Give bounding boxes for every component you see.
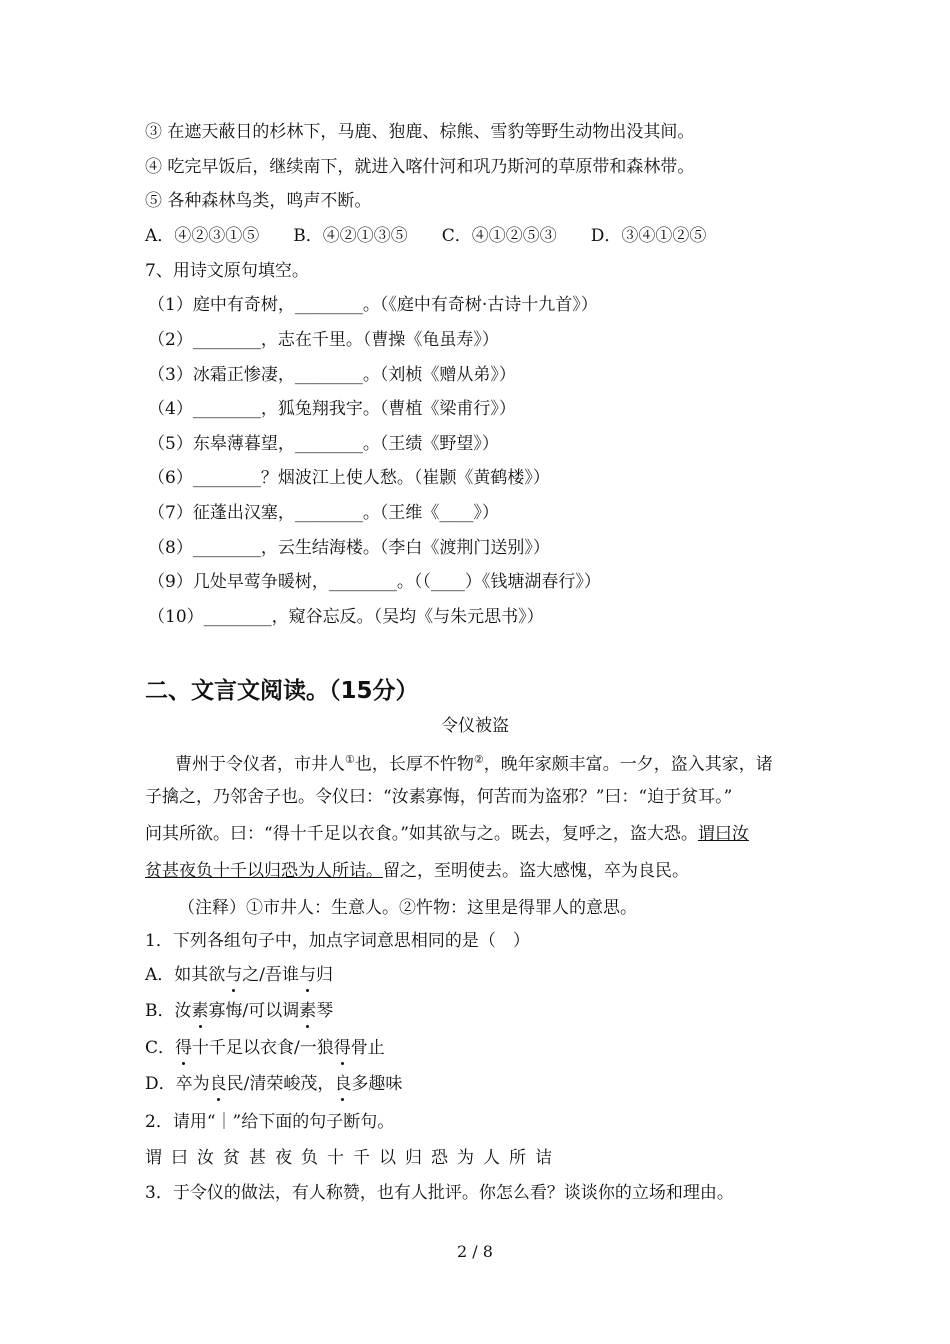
fill-item-5: （5）东皋薄暮望，________。（王绩《野望》） [148, 434, 499, 454]
choice-text: 寡悔/可以调 [208, 1001, 300, 1021]
choice-text: A．如其欲 [145, 965, 226, 985]
choice-text: 归 [316, 965, 334, 985]
passage-line-4 [145, 860, 689, 882]
choice-text: C． [145, 1038, 176, 1058]
choice-c [145, 1037, 385, 1059]
fill-item-4: （4）________，狐兔翔我宇。（曹植《梁甫行》） [148, 399, 516, 419]
answer-choices: A．④②③①⑤ B．④②①③⑤ C．④①②⑤③ D．③④①②⑤ [145, 226, 707, 246]
dotted-word: 与 [225, 965, 243, 985]
choice-text: 民/清荣峻茂， [226, 1074, 335, 1094]
passage-text: 曹州于令仪者，市井人 [175, 754, 345, 775]
choice-text: 琴 [316, 1001, 334, 1021]
underlined-sentence: 谓曰汝 [697, 824, 749, 844]
choice-text: 多趣味 [351, 1074, 403, 1094]
fill-item-2: （2）________，志在千里。（曹操《龟虽寿》） [148, 330, 499, 350]
passage-title: 令仪被盗 [441, 716, 509, 736]
dotted-word: 良 [334, 1074, 352, 1094]
choice-text: B．汝 [145, 1001, 192, 1021]
dotted-word: 与 [299, 965, 317, 985]
fill-item-8: （8）________，云生结海楼。（李白《渡荆门送别》） [148, 538, 550, 558]
passage-text: 也，长厚不忤物 [354, 754, 474, 775]
fill-item-10: （10）________，窥谷忘反。（吴均《与朱元思书》） [148, 607, 544, 627]
question-1: 1．下列各组句子中，加点字词意思相同的是（ ） [145, 931, 530, 951]
choice-b [145, 1000, 333, 1022]
dotted-word: 素 [191, 1001, 209, 1021]
fill-item-6: （6）________？烟波江上使人愁。（崔颢《黄鹤楼》） [148, 468, 550, 488]
underlined-sentence: 贫甚夜负十千以归恐为人所诘。 [145, 861, 383, 881]
passage-line-3 [145, 823, 749, 845]
fill-item-3: （3）冰霜正惨凄，________。（刘桢《赠从弟》） [148, 365, 516, 385]
passage-line-2: 子擒之，乃邻舍子也。令仪曰：“汝素寡悔，何苦而为盗邪？”曰：“迫于贫耳。” [145, 787, 733, 807]
passage-text: 留之，至明使去。盗大感愧，卒为良民。 [383, 861, 689, 881]
dotted-word: 得 [333, 1038, 351, 1058]
section-heading: 二、文言文阅读。（15分） [145, 678, 419, 704]
choice-d [145, 1073, 402, 1095]
option-line-4: ④ 吃完早饭后，继续南下，就进入喀什河和巩乃斯河的草原带和森林带。 [145, 157, 695, 177]
choice-text: 骨止 [350, 1038, 385, 1058]
choice-text: 十千足以衣食/一狼 [192, 1038, 334, 1058]
dotted-word: 素 [299, 1001, 317, 1021]
option-line-5: ⑤ 各种森林鸟类，鸣声不断。 [145, 191, 372, 211]
footnote-mark-2: ② [473, 753, 484, 766]
dotted-word: 得 [175, 1038, 193, 1058]
fill-item-9: （9）几处早莺争暖树，________。（（____）《钱塘湖春行》） [148, 572, 601, 592]
choice-text: D．卒为 [145, 1074, 210, 1094]
choice-text: 之/吾谁 [242, 965, 300, 985]
question-2: 2．请用“｜”给下面的句子断句。 [145, 1112, 395, 1132]
choice-a [145, 964, 333, 986]
passage-text: ，晚年家颇丰富。一夕，盗入其家，诸 [483, 754, 773, 775]
question-3: 3．于令仪的做法，有人称赞，也有人批评。你怎么看？谈谈你的立场和理由。 [145, 1183, 734, 1203]
option-line-3: ③ 在遮天蔽日的杉林下，马鹿、狍鹿、棕熊、雪豹等野生动物出没其间。 [145, 122, 695, 142]
footnote-mark-1: ① [345, 753, 355, 766]
question-7-title: 7、用诗文原句填空。 [145, 261, 309, 281]
fill-item-7: （7）征蓬出汉塞，________。（王维《____》） [148, 503, 499, 523]
passage-text: 问其所欲。曰：“得十千足以衣食。”如其欲与之。既去，复呼之，盗大恐。 [145, 824, 698, 844]
question-2-sentence: 谓曰汝贫甚夜负十千以归恐为人所诘 [145, 1148, 561, 1168]
dotted-word: 良 [209, 1074, 227, 1094]
fill-item-1: （1）庭中有奇树，________。（《庭中有奇树·古诗十九首》） [148, 295, 598, 315]
annotation-note: （注释）①市井人：生意人。②忤物：这里是得罪人的意思。 [178, 898, 637, 918]
passage-line-1 [175, 749, 773, 776]
page-number: 2 / 8 [457, 1242, 493, 1261]
